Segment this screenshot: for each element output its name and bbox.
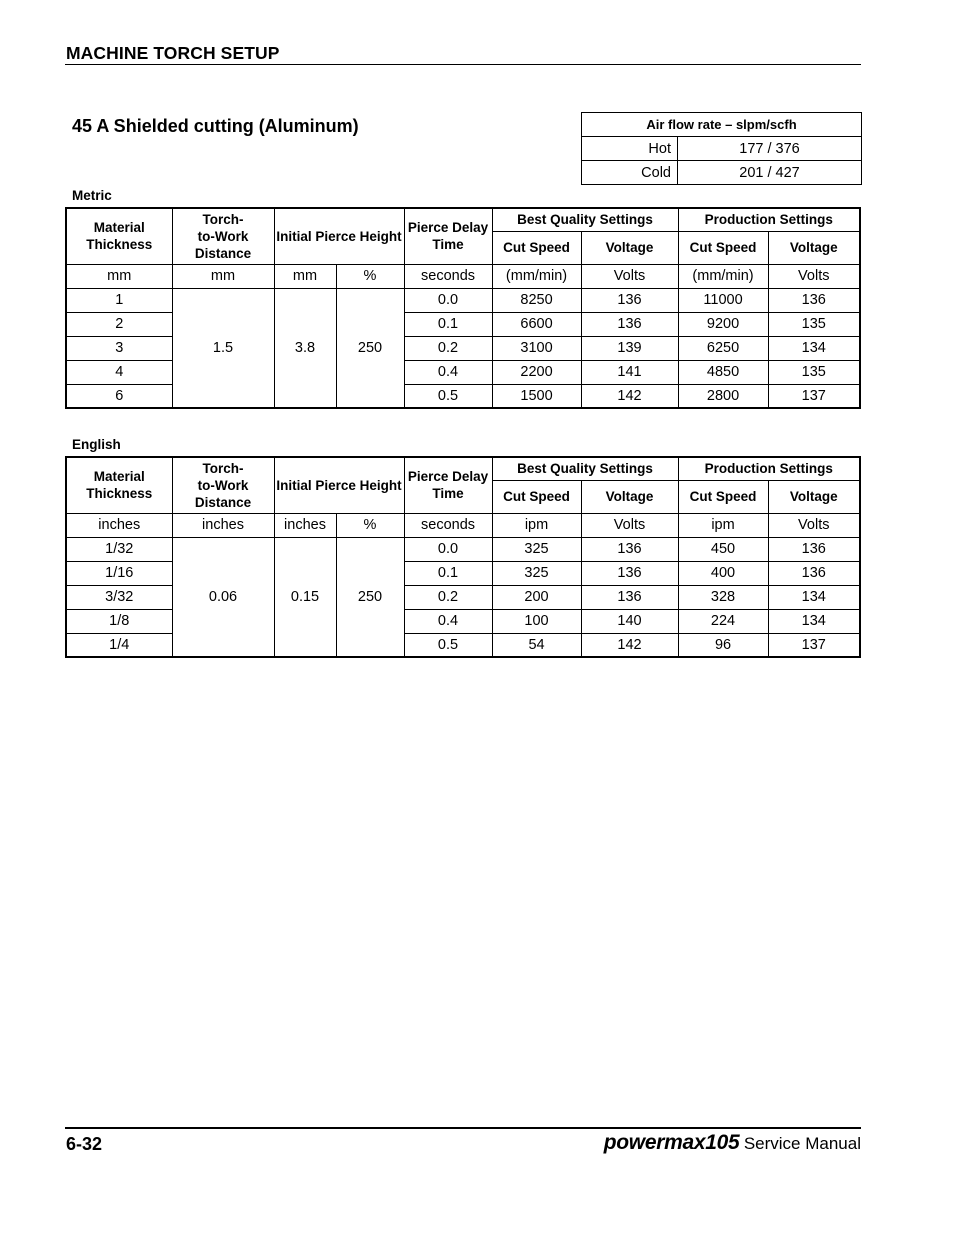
pierce-delay-time-header: Pierce Delay Time	[404, 208, 492, 264]
delay-cell: 0.4	[404, 609, 492, 633]
initial-pierce-height-header: Initial Pierce Height	[274, 457, 404, 513]
cut-speed-header: Cut Speed	[492, 231, 581, 264]
bq-voltage-cell: 136	[581, 585, 678, 609]
english-table	[65, 456, 861, 658]
thickness-cell: 1/32	[66, 537, 172, 561]
unit-cell: ipm	[492, 513, 581, 537]
unit-cell: seconds	[404, 513, 492, 537]
bq-voltage-cell: 139	[581, 336, 678, 360]
footer-brand	[604, 1131, 861, 1155]
thickness-cell: 1/8	[66, 609, 172, 633]
prod-voltage-cell: 137	[768, 633, 860, 657]
header-line: Torch-	[202, 211, 244, 227]
prod-speed-cell: 328	[678, 585, 768, 609]
unit-cell: inches	[274, 513, 336, 537]
brand-logo: powermax105	[603, 1131, 740, 1154]
page-number: 6-32	[66, 1134, 103, 1154]
pierce-percent-value: 250	[336, 537, 404, 657]
bq-voltage-cell: 136	[581, 312, 678, 336]
bq-speed-cell: 100	[492, 609, 581, 633]
prod-speed-cell: 9200	[678, 312, 768, 336]
air-flow-value: 201 / 427	[678, 161, 862, 185]
thickness-cell: 1/4	[66, 633, 172, 657]
footer-rule	[65, 1127, 861, 1129]
header-line: Distance	[194, 494, 252, 510]
thickness-cell: 3	[66, 336, 172, 360]
delay-cell: 0.1	[404, 312, 492, 336]
units-row	[66, 513, 860, 537]
delay-cell: 0.0	[404, 288, 492, 312]
air-flow-heading: Air flow rate – slpm/scfh	[582, 113, 862, 137]
prod-voltage-cell: 135	[768, 312, 860, 336]
bq-speed-cell: 2200	[492, 360, 581, 384]
torch-to-work-header	[172, 457, 274, 513]
air-flow-value: 177 / 376	[678, 137, 862, 161]
bq-speed-cell: 6600	[492, 312, 581, 336]
prod-speed-cell: 450	[678, 537, 768, 561]
voltage-header: Voltage	[768, 480, 860, 513]
air-flow-label: Cold	[582, 161, 678, 185]
torch-to-work-value: 0.06	[172, 537, 274, 657]
unit-cell: Volts	[768, 264, 860, 288]
table-row	[66, 537, 860, 561]
unit-cell: %	[336, 264, 404, 288]
delay-cell: 0.0	[404, 537, 492, 561]
air-flow-table	[581, 112, 862, 185]
unit-cell: Volts	[581, 264, 678, 288]
prod-speed-cell: 2800	[678, 384, 768, 408]
voltage-header: Voltage	[768, 231, 860, 264]
prod-voltage-cell: 136	[768, 537, 860, 561]
cut-speed-header: Cut Speed	[678, 480, 768, 513]
bq-voltage-cell: 140	[581, 609, 678, 633]
unit-cell: ipm	[678, 513, 768, 537]
unit-cell: mm	[172, 264, 274, 288]
bq-voltage-cell: 142	[581, 384, 678, 408]
delay-cell: 0.1	[404, 561, 492, 585]
prod-voltage-cell: 135	[768, 360, 860, 384]
unit-cell: seconds	[404, 264, 492, 288]
material-thickness-header: Material Thickness	[66, 208, 172, 264]
unit-cell: (mm/min)	[492, 264, 581, 288]
bq-voltage-cell: 136	[581, 537, 678, 561]
unit-cell: inches	[66, 513, 172, 537]
thickness-cell: 4	[66, 360, 172, 384]
prod-voltage-cell: 136	[768, 288, 860, 312]
torch-to-work-value: 1.5	[172, 288, 274, 408]
header-line: Distance	[194, 245, 252, 261]
prod-speed-cell: 224	[678, 609, 768, 633]
thickness-cell: 2	[66, 312, 172, 336]
bq-speed-cell: 325	[492, 537, 581, 561]
metric-table	[65, 207, 861, 409]
unit-cell: mm	[274, 264, 336, 288]
header-rule	[65, 64, 861, 65]
prod-speed-cell: 4850	[678, 360, 768, 384]
manual-title: Service Manual	[743, 1134, 861, 1153]
prod-voltage-cell: 134	[768, 609, 860, 633]
voltage-header: Voltage	[581, 480, 678, 513]
bq-speed-cell: 3100	[492, 336, 581, 360]
prod-voltage-cell: 134	[768, 585, 860, 609]
production-header: Production Settings	[678, 208, 860, 231]
section-title: 45 A Shielded cutting (Aluminum)	[72, 116, 359, 136]
bq-voltage-cell: 136	[581, 288, 678, 312]
prod-speed-cell: 11000	[678, 288, 768, 312]
production-header: Production Settings	[678, 457, 860, 480]
delay-cell: 0.2	[404, 585, 492, 609]
best-quality-header: Best Quality Settings	[492, 457, 678, 480]
prod-voltage-cell: 134	[768, 336, 860, 360]
bq-speed-cell: 325	[492, 561, 581, 585]
torch-to-work-header	[172, 208, 274, 264]
unit-cell: inches	[172, 513, 274, 537]
voltage-header: Voltage	[581, 231, 678, 264]
header-line: to-Work	[197, 477, 249, 493]
bq-voltage-cell: 142	[581, 633, 678, 657]
units-row	[66, 264, 860, 288]
prod-voltage-cell: 136	[768, 561, 860, 585]
thickness-cell: 3/32	[66, 585, 172, 609]
english-label: English	[72, 437, 121, 452]
bq-speed-cell: 1500	[492, 384, 581, 408]
material-thickness-header: Material Thickness	[66, 457, 172, 513]
unit-cell: Volts	[768, 513, 860, 537]
pierce-percent-value: 250	[336, 288, 404, 408]
cut-speed-header: Cut Speed	[678, 231, 768, 264]
cut-speed-header: Cut Speed	[492, 480, 581, 513]
initial-pierce-height-header: Initial Pierce Height	[274, 208, 404, 264]
pierce-delay-time-header: Pierce Delay Time	[404, 457, 492, 513]
prod-voltage-cell: 137	[768, 384, 860, 408]
pierce-height-value: 3.8	[274, 288, 336, 408]
table-row	[66, 288, 860, 312]
unit-cell: (mm/min)	[678, 264, 768, 288]
thickness-cell: 1/16	[66, 561, 172, 585]
unit-cell: mm	[66, 264, 172, 288]
prod-speed-cell: 96	[678, 633, 768, 657]
page-header-title: MACHINE TORCH SETUP	[66, 43, 280, 63]
best-quality-header: Best Quality Settings	[492, 208, 678, 231]
bq-speed-cell: 54	[492, 633, 581, 657]
delay-cell: 0.4	[404, 360, 492, 384]
delay-cell: 0.2	[404, 336, 492, 360]
metric-label: Metric	[72, 188, 112, 203]
unit-cell: %	[336, 513, 404, 537]
delay-cell: 0.5	[404, 384, 492, 408]
thickness-cell: 1	[66, 288, 172, 312]
prod-speed-cell: 6250	[678, 336, 768, 360]
bq-voltage-cell: 141	[581, 360, 678, 384]
bq-speed-cell: 200	[492, 585, 581, 609]
bq-speed-cell: 8250	[492, 288, 581, 312]
delay-cell: 0.5	[404, 633, 492, 657]
bq-voltage-cell: 136	[581, 561, 678, 585]
unit-cell: Volts	[581, 513, 678, 537]
prod-speed-cell: 400	[678, 561, 768, 585]
air-flow-label: Hot	[582, 137, 678, 161]
header-line: to-Work	[197, 228, 249, 244]
pierce-height-value: 0.15	[274, 537, 336, 657]
thickness-cell: 6	[66, 384, 172, 408]
header-line: Torch-	[202, 460, 244, 476]
